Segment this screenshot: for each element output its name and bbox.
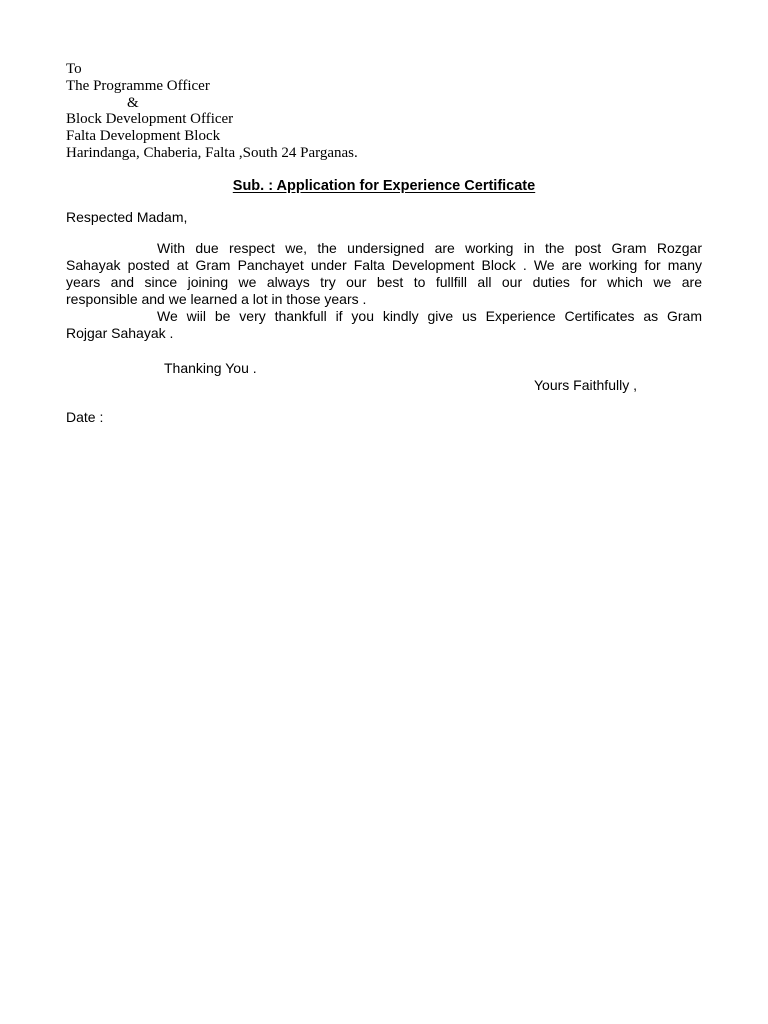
body-paragraph-1-line: With due respect we, the undersigned are working in the post Gram Rozgar bbox=[157, 240, 702, 256]
recipient-title: The Programme Officer bbox=[66, 77, 210, 94]
recipient-title-2: Block Development Officer bbox=[66, 111, 234, 128]
recipient-address bbox=[66, 61, 358, 162]
recipient-to: To bbox=[66, 61, 82, 77]
body-paragraph-1-line: responsible and we learned a lot in those years . bbox=[66, 291, 367, 307]
body-paragraph-1-line: years and since joining we always try our best to fullfill all our duties for which we are bbox=[66, 274, 702, 290]
salutation: Respected Madam, bbox=[66, 209, 188, 225]
subject-text: Sub. : Application for Experience Certificate bbox=[232, 178, 536, 194]
recipient-ampersand: & bbox=[127, 94, 139, 111]
closing-sign-off: Yours Faithfully , bbox=[534, 377, 637, 393]
recipient-office: Falta Development Block bbox=[66, 128, 221, 145]
date-label: Date : bbox=[66, 409, 104, 425]
body-paragraph-1-line: Sahayak posted at Gram Panchayet under Falta Development Block . We are working for many bbox=[66, 257, 702, 273]
body-paragraph-2-line: Rojgar Sahayak . bbox=[66, 325, 174, 341]
closing-thanks: Thanking You . bbox=[164, 360, 257, 376]
subject-line bbox=[0, 177, 768, 195]
body-paragraph-2-line: We wiil be very thankfull if you kindly give us Experience Certificates as Gram bbox=[157, 308, 702, 324]
recipient-location: Harindanga, Chaberia, Falta ,South 24 Parganas. bbox=[66, 144, 358, 161]
letter-body bbox=[66, 240, 702, 342]
